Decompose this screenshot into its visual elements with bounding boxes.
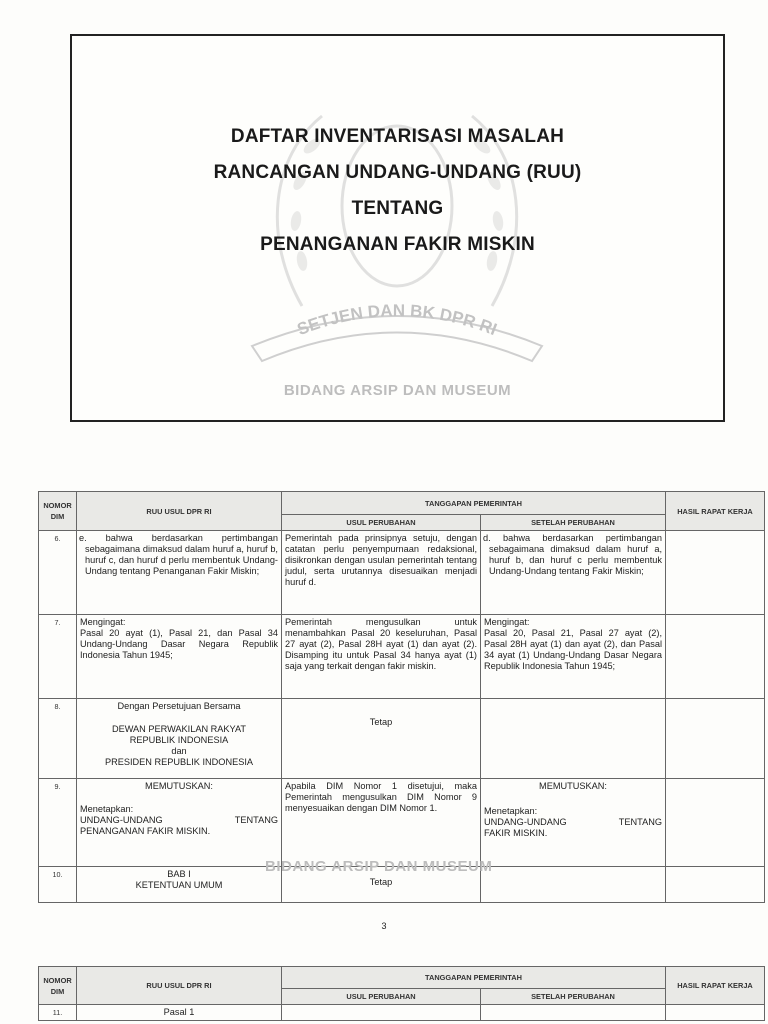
row-num: 9. <box>39 779 77 867</box>
cover-box <box>70 34 725 422</box>
row-hasil <box>666 867 765 903</box>
setelah-mengingat-text: Pasal 20, Pasal 21, Pasal 27 ayat (2), Pasal 28H ayat (1) dan ayat (2), dan Pasal 34 ayat (1) Undang-Undang Dasar Negara Republik Indonesia Tahun 1945; <box>484 628 662 671</box>
row-num: 8. <box>39 699 77 779</box>
ruu-line: KETENTUAN UMUM <box>135 880 223 890</box>
row-usul: Pemerintah pada prinsipnya setuju, dengan catatan perlu penyempurnaan redaksional, disikronkan dengan usulan pemerintah tentang judul, serta urutannya disesuaikan menjadi huruf d. <box>282 531 481 615</box>
dpr-emblem-watermark <box>72 36 723 420</box>
row-setelah: d. bahwa berdasarkan pertimbangan sebagaimana dimaksud dalam huruf a, huruf b, dan huruf c perlu membentuk Undang-Undang tentang Fakir Miskin; <box>481 531 666 615</box>
ruu-line: UNDANG-UNDANG TENTANG <box>80 815 278 825</box>
row-setelah <box>481 779 666 867</box>
ruu-memutuskan: MEMUTUSKAN: <box>145 781 213 791</box>
ruu-mengingat-label: Mengingat: <box>80 617 126 627</box>
row-num: 10. <box>39 867 77 903</box>
row-hasil <box>666 1005 765 1021</box>
row-usul: Apabila DIM Nomor 1 disetujui, maka Pemerintah mengusulkan DIM Nomor 9 menyesuaikan dengan DIM Nomor 1. <box>282 779 481 867</box>
row-setelah <box>481 615 666 699</box>
watermark-bottom-text: BIDANG ARSIP DAN MUSEUM <box>283 382 512 399</box>
row-usul: Tetap <box>282 699 481 779</box>
row-ruu <box>77 779 282 867</box>
cover-title-line-4: PENANGANAN FAKIR MISKIN <box>260 234 535 255</box>
ruu-line: PENANGANAN FAKIR MISKIN. <box>80 826 211 836</box>
ruu-line: Dengan Persetujuan Bersama <box>117 701 241 711</box>
cover-title-line-1: DAFTAR INVENTARISASI MASALAH <box>230 126 565 147</box>
page-number: 3 <box>381 921 387 931</box>
ruu-line: dan <box>171 746 187 756</box>
header-ruu: RUU USUL DPR RI <box>77 492 282 531</box>
row-usul: Tetap <box>282 867 481 903</box>
dim-table <box>38 491 764 903</box>
table-row <box>39 779 765 867</box>
header-tanggapan: TANGGAPAN PEMERINTAH <box>282 967 666 989</box>
watermark-arc-text: SETJEN DAN BK DPR RI <box>294 300 500 340</box>
table-row <box>39 1005 765 1021</box>
ruu-mengingat-text: Pasal 20 ayat (1), Pasal 21, dan Pasal 34 Undang-Undang Dasar Negara Republik Indonesia Tahun 1945; <box>80 628 278 660</box>
ruu-line: REPUBLIK INDONESIA <box>129 735 229 745</box>
cover-title-line-2: RANCANGAN UNDANG-UNDANG (RUU) <box>213 162 582 183</box>
row-hasil <box>666 699 765 779</box>
setelah-line: UNDANG-UNDANG TENTANG <box>484 817 662 827</box>
header-nomor-dim: NOMOR DIM <box>39 492 77 531</box>
header-hasil: HASIL RAPAT KERJA <box>666 492 765 531</box>
table-row <box>39 615 765 699</box>
row-setelah <box>481 699 666 779</box>
setelah-line: FAKIR MISKIN. <box>484 828 548 838</box>
row-setelah <box>481 867 666 903</box>
row-hasil <box>666 531 765 615</box>
setelah-memutuskan: MEMUTUSKAN: <box>539 781 607 791</box>
row-ruu: e. bahwa berdasarkan pertimbangan sebagaimana dimaksud dalam huruf a, huruf b, huruf c, dan huruf d perlu membentuk Undang-Undang tentang Penanganan Fakir Miskin; <box>77 531 282 615</box>
table-row <box>39 531 765 615</box>
row-hasil <box>666 779 765 867</box>
row-num: 6. <box>39 531 77 615</box>
ruu-line: BAB I <box>167 869 191 879</box>
table-row <box>39 699 765 779</box>
table-watermark-text: BIDANG ARSIP DAN MUSEUM <box>265 858 493 875</box>
ruu-line: DEWAN PERWAKILAN RAKYAT <box>111 724 247 734</box>
header-usul-perubahan: USUL PERUBAHAN <box>282 989 481 1005</box>
header-setelah-perubahan: SETELAH PERUBAHAN <box>481 989 666 1005</box>
header-hasil: HASIL RAPAT KERJA <box>666 967 765 1005</box>
row-ruu <box>77 699 282 779</box>
ruu-line: Menetapkan: <box>80 804 134 814</box>
header-tanggapan: TANGGAPAN PEMERINTAH <box>282 492 666 515</box>
row-ruu <box>77 867 282 903</box>
row-usul <box>282 1005 481 1021</box>
row-ruu <box>77 615 282 699</box>
row-usul: Pemerintah mengusulkan untuk menambahkan Pasal 20 keseluruhan, Pasal 27 ayat (2), Pasal 28H ayat (1) dan ayat (2). Disamping itu untuk Pasal 34 hanya ayat (1) saja yang terkait dengan fakir miskin. <box>282 615 481 699</box>
header-usul-perubahan: USUL PERUBAHAN <box>282 515 481 531</box>
header-ruu: RUU USUL DPR RI <box>77 967 282 1005</box>
dim-table-next <box>38 966 764 1021</box>
header-nomor-dim: NOMOR DIM <box>39 967 77 1005</box>
ruu-line: PRESIDEN REPUBLIK INDONESIA <box>104 757 254 767</box>
setelah-line: Menetapkan: <box>484 806 538 816</box>
cover-title-line-3: TENTANG <box>351 198 444 219</box>
row-num: 11. <box>39 1005 77 1021</box>
header-setelah-perubahan: SETELAH PERUBAHAN <box>481 515 666 531</box>
row-setelah <box>481 1005 666 1021</box>
row-num: 7. <box>39 615 77 699</box>
row-hasil <box>666 615 765 699</box>
setelah-mengingat-label: Mengingat: <box>484 617 530 627</box>
row-ruu: Pasal 1 <box>77 1005 282 1021</box>
